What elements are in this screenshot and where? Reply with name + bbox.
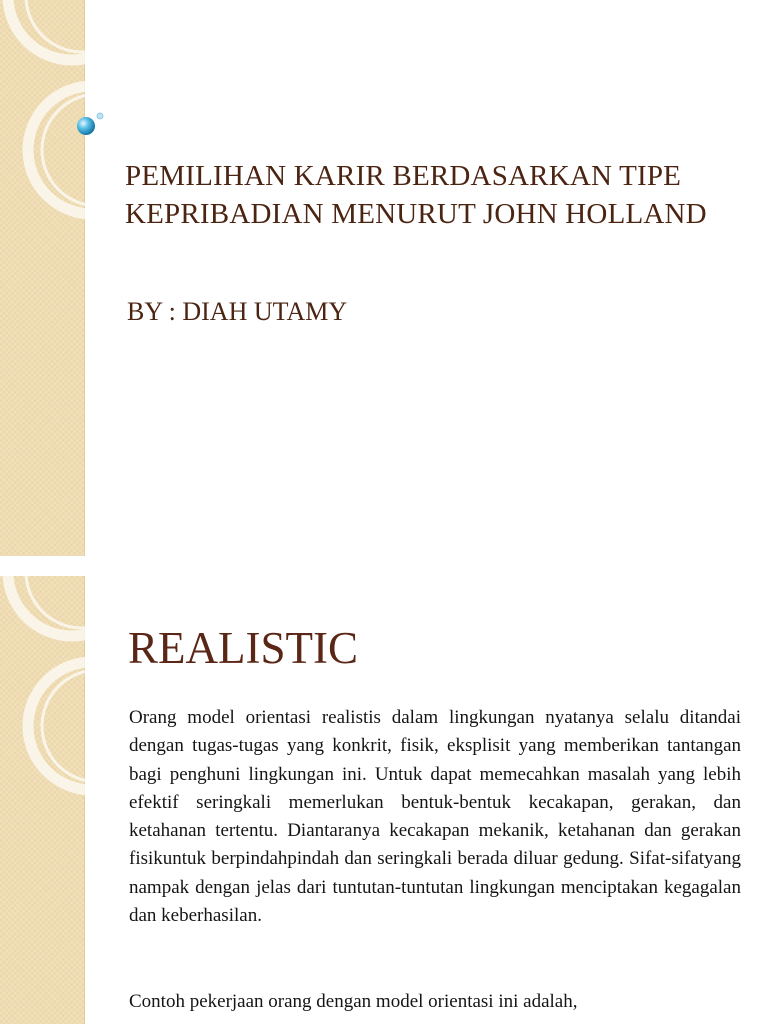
ring-ornament-icon — [0, 576, 120, 816]
slide-separator — [0, 556, 768, 576]
body-paragraph: Contoh pekerjaan orang dengan model orientasi ini adalah, — [129, 991, 578, 1012]
section-heading: REALISTIC — [128, 623, 358, 673]
slide-subtitle: BY : DIAH UTAMY — [127, 297, 348, 326]
body-paragraph: Orang model orientasi realistis dalam lingkungan nyatanya selalu ditandai dengan tugas-tugas yang konkrit, fisik, eksplisit yang memberikan tantangan bagi penghuni lingkungan ini. Untuk dapat memecahkan masalah yang lebih efektif seringkali memerlukan bentuk-bentuk kecakapan, gerakan, dan ketahanan tertentu. Diantaranya kecakapan mekanik, ketahanan dan gerakan fisikuntuk berpindahpindah dan seringkali berada diluar gedung. Sifat-sifatyang nampak dengan jelas dari tuntutan-tuntutan lingkungan menciptakan kegagalan dan keberhasilan. — [129, 707, 741, 927]
blue-bead-icon — [0, 0, 120, 160]
slide-2 — [0, 576, 768, 1024]
slide-title: PEMILIHAN KARIR BERDASARKAN TIPE KEPRIBADIAN MENURUT JOHN HOLLAND — [125, 160, 707, 230]
